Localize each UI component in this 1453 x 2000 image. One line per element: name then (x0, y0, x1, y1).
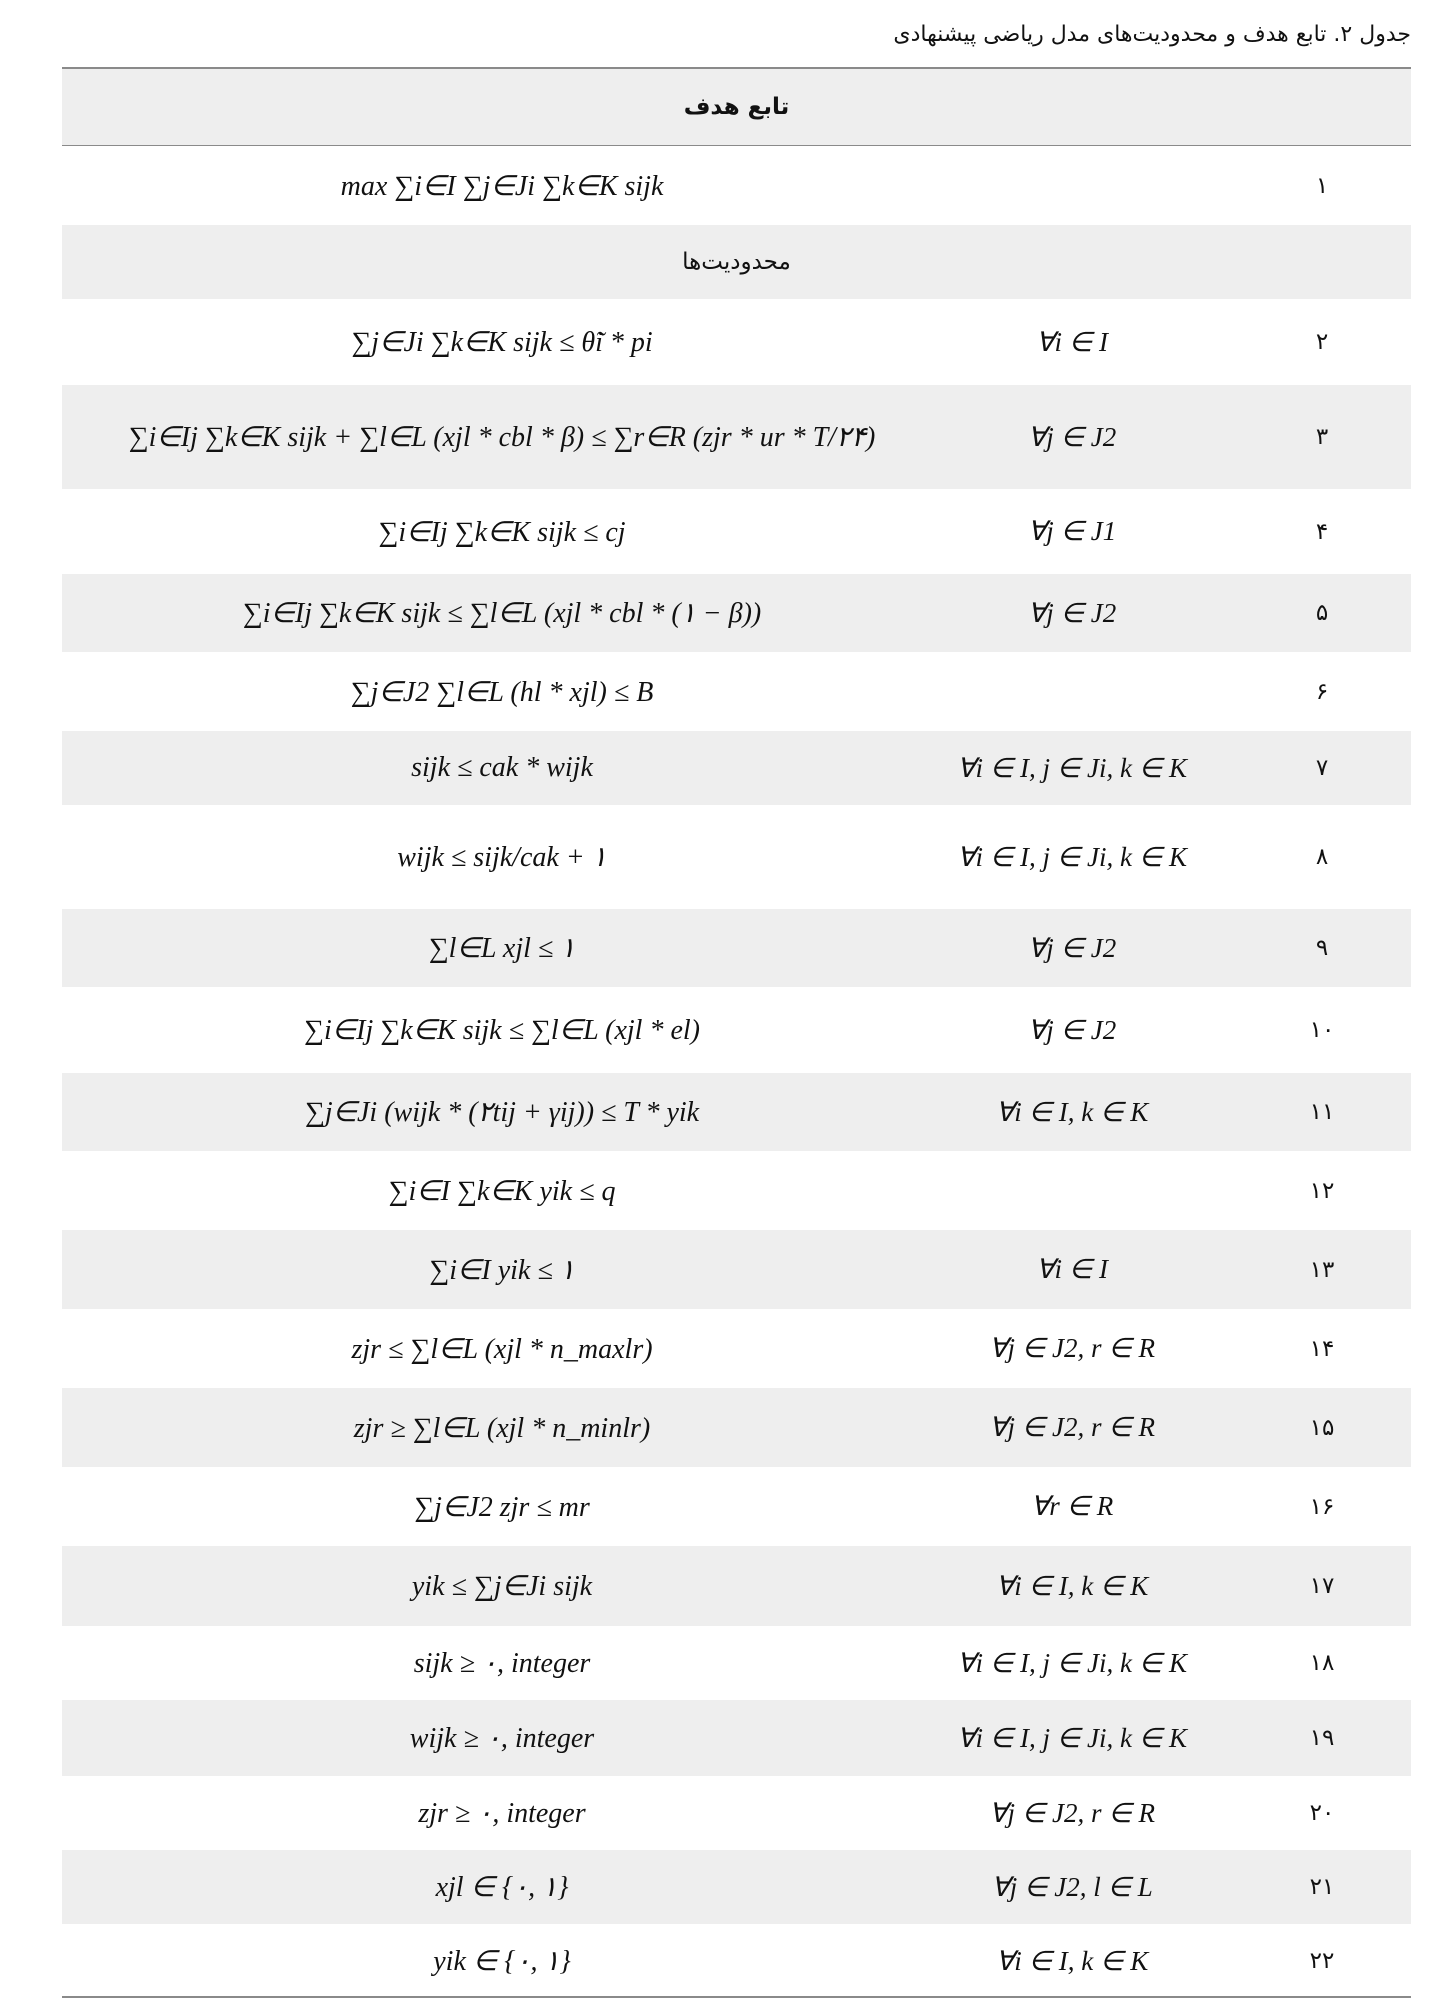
equation: ∑l∈L xjl ≤ ۱ (428, 933, 576, 964)
domain: ∀i ∈ I (1036, 1254, 1108, 1284)
domain: ∀i ∈ I, j ∈ Ji, k ∈ K (956, 1647, 1187, 1678)
equation: sijk ≥ ۰, integer (413, 1648, 591, 1679)
table-row (62, 145, 1411, 225)
domain: ∀i ∈ I (1036, 326, 1108, 357)
row-number: ۱۸ (1309, 1650, 1335, 1676)
objective-header: تابع هدف (683, 94, 790, 120)
row-number: ۱۲ (1309, 1177, 1335, 1204)
row-number: ۱۰ (1309, 1017, 1335, 1043)
table-row (62, 1151, 1411, 1230)
domain: ∀j ∈ J2, r ∈ R (989, 1333, 1155, 1363)
row-number: ۲۰ (1309, 1800, 1335, 1826)
domain (862, 652, 1282, 731)
table-row (62, 1776, 1411, 1850)
table-row (62, 574, 1411, 652)
domain: ∀j ∈ J2 (1027, 597, 1117, 628)
equation: yik ∈ {۰, ۱} (433, 1946, 571, 1977)
table-row (62, 1073, 1411, 1151)
row-number: ۲ (1315, 329, 1329, 355)
equation: zjr ≤ ∑l∈L (xjl * n_maxlr) (351, 1333, 653, 1365)
domain: ∀i ∈ I, k ∈ K (995, 1096, 1149, 1127)
row-number: ۶ (1315, 678, 1329, 705)
equation: wijk ≤ sijk/cak + ۱ (397, 842, 607, 873)
table-caption: جدول ۲. تابع هدف و محدودیت‌های مدل ریاضی پیشنهادی (893, 22, 1411, 47)
row-number: ۱۴ (1309, 1335, 1335, 1362)
domain: ∀j ∈ J2, r ∈ R (989, 1412, 1155, 1442)
row-number: ۸ (1315, 844, 1329, 870)
row-number: ۷ (1315, 755, 1329, 781)
table-row (62, 1309, 1411, 1388)
row-number: ۹ (1315, 935, 1329, 961)
table-row (62, 909, 1411, 987)
domain: ∀j ∈ J2 (1027, 421, 1117, 452)
row-number: ۱۳ (1309, 1256, 1335, 1283)
equation: ∑j∈Ji (wijk * (۲tij + γij)) ≤ T * yik (304, 1097, 700, 1128)
equation: zjr ≥ ۰, integer (418, 1798, 586, 1829)
table-row (62, 299, 1411, 385)
row-number: ۱۷ (1309, 1573, 1335, 1599)
domain: ∀i ∈ I, k ∈ K (995, 1945, 1149, 1976)
equation: yik ≤ ∑j∈Ji sijk (411, 1571, 593, 1602)
equation: zjr ≥ ∑l∈L (xjl * n_minlr) (353, 1412, 651, 1444)
equation: ∑i∈Ij ∑k∈K sijk + ∑l∈L (xjl * cbl * β) ≤ ∑r∈R (zjr * ur * T/۲۴) (128, 422, 876, 453)
row-number: ۱۱ (1309, 1099, 1335, 1125)
row-number: ۲۲ (1309, 1948, 1335, 1974)
table-row (62, 489, 1411, 574)
row-number: ۱۵ (1309, 1414, 1335, 1441)
equation: ∑i∈I ∑k∈K yik ≤ q (388, 1175, 616, 1207)
domain: ∀j ∈ J1 (1027, 516, 1117, 546)
domain: ∀i ∈ I, j ∈ Ji, k ∈ K (956, 1722, 1187, 1753)
row-number: ۱۶ (1309, 1493, 1335, 1520)
constraints-header: محدودیت‌ها (682, 249, 791, 275)
equation: ∑i∈Ij ∑k∈K sijk ≤ cj (378, 516, 626, 548)
table-bottom-rule (62, 1996, 1411, 1998)
table-row (62, 1467, 1411, 1546)
equation: sijk ≤ cak * wijk (411, 752, 593, 783)
equation: wijk ≥ ۰, integer (409, 1723, 595, 1754)
table-row (62, 1230, 1411, 1309)
domain: ∀j ∈ J2 (1027, 1014, 1117, 1045)
row-number: ۳ (1315, 424, 1329, 450)
equation: max ∑i∈I ∑j∈Ji ∑k∈K sijk (340, 170, 664, 202)
domain: ∀j ∈ J2 (1027, 932, 1117, 963)
equation: ∑i∈Ij ∑k∈K sijk ≤ ∑l∈L (xjl * cbl * (۱ − β)) (242, 598, 762, 629)
equation: ∑j∈J2 ∑l∈L (hl * xjl) ≤ B (350, 676, 654, 708)
table-row (62, 987, 1411, 1073)
equation: ∑i∈Ij ∑k∈K sijk ≤ ∑l∈L (xjl * el) (304, 1015, 700, 1046)
row-number: ۲۱ (1309, 1874, 1335, 1900)
domain: ∀i ∈ I, k ∈ K (995, 1570, 1149, 1601)
equation: ∑j∈Ji ∑k∈K sijk ≤ θ̃i * pi (351, 327, 653, 358)
constraints-header-row (62, 225, 1411, 299)
row-number: ۱۹ (1309, 1725, 1335, 1751)
table-row (62, 652, 1411, 731)
domain (862, 1151, 1282, 1230)
table-row (62, 731, 1411, 805)
domain: ∀i ∈ I, j ∈ Ji, k ∈ K (956, 752, 1187, 783)
domain: ∀i ∈ I, j ∈ Ji, k ∈ K (956, 841, 1187, 872)
table-row (62, 1700, 1411, 1776)
row-number: ۴ (1315, 518, 1329, 545)
domain (862, 146, 1282, 225)
equation: ∑j∈J2 zjr ≤ mr (414, 1491, 590, 1523)
table-row (62, 805, 1411, 909)
model-table (62, 67, 1411, 1977)
equation: ∑i∈I yik ≤ ۱ (429, 1254, 575, 1286)
table-row (62, 1924, 1411, 1998)
domain: ∀r ∈ R (1030, 1491, 1114, 1521)
table-row (62, 1388, 1411, 1467)
row-number: ۵ (1315, 600, 1329, 626)
domain: ∀j ∈ J2, l ∈ L (991, 1871, 1153, 1902)
table-row (62, 385, 1411, 489)
row-number: ۱ (1315, 172, 1329, 199)
table-row (62, 1850, 1411, 1924)
objective-header-row (62, 69, 1411, 145)
table-row (62, 1546, 1411, 1626)
equation: xjl ∈ {۰, ۱} (435, 1872, 569, 1903)
domain: ∀j ∈ J2, r ∈ R (989, 1797, 1155, 1828)
table-row (62, 1626, 1411, 1700)
